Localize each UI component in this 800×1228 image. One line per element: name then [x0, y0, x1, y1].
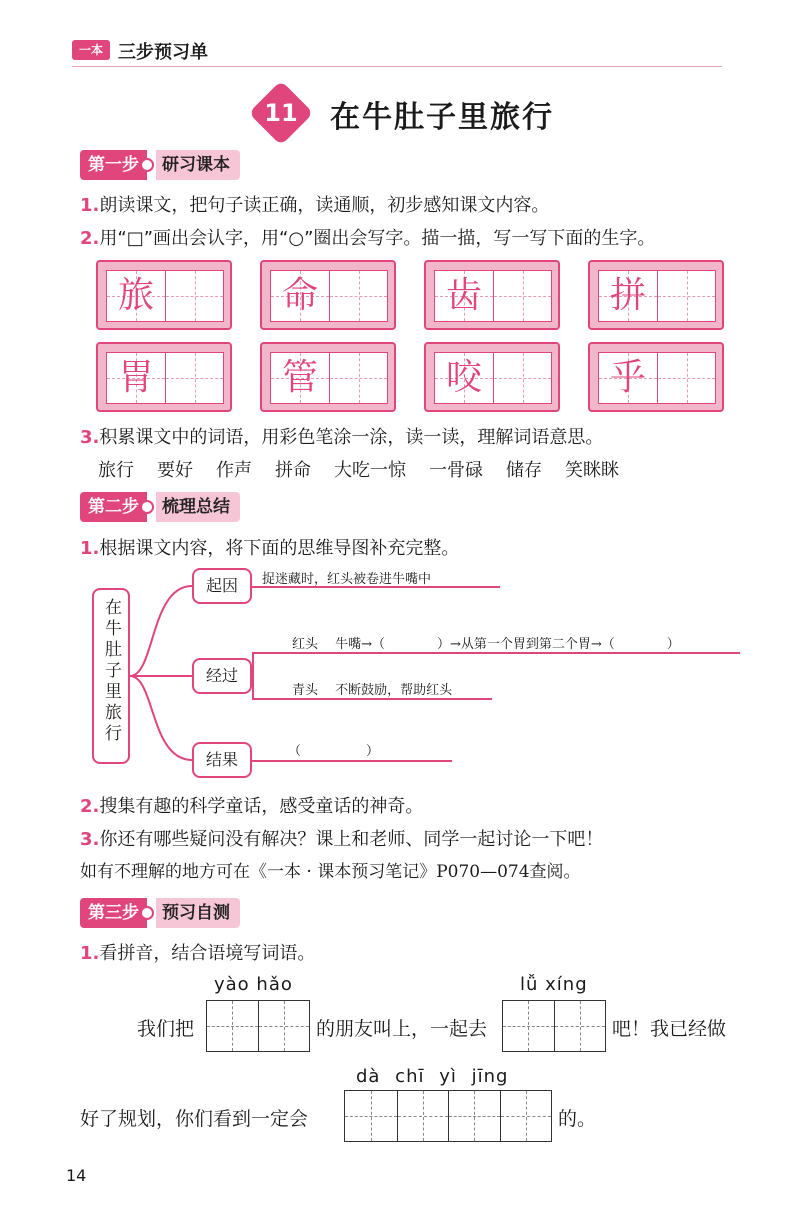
vocab-word[interactable]: 要好: [157, 460, 193, 481]
character-glyph: 咬: [445, 357, 482, 398]
question-text: 根据课文内容，将下面的思维导图补充完整。: [99, 538, 460, 559]
question-number: 2.: [80, 796, 100, 817]
question-number: 2.: [80, 228, 100, 249]
question-text: 你还有哪些疑问没有解决？课上和老师、同学一起讨论一下吧！: [99, 829, 604, 850]
lesson-number: 11: [264, 99, 298, 127]
mindmap-result-blank[interactable]: （ ）: [288, 744, 380, 759]
step-dot-icon: [140, 906, 154, 920]
vocab-word[interactable]: 旅行: [98, 460, 134, 481]
mindmap-process-line1[interactable]: 红头 牛嘴→（ ）→从第一个胃到第二个胃→（ ）: [292, 637, 680, 652]
step3-label: 第三步: [80, 898, 147, 928]
character-glyph: 乎: [609, 357, 646, 398]
step2-title: 梳理总结: [156, 492, 240, 522]
vocab-word[interactable]: 一骨碌: [429, 460, 483, 481]
character-glyph: 齿: [445, 275, 482, 316]
question-text: 搜集有趣的科学童话，感受童话的神奇。: [99, 796, 424, 817]
mindmap-process-line2: 青头 不断鼓励，帮助红头: [292, 683, 453, 698]
lesson-title: 在牛肚子里旅行: [330, 100, 554, 135]
question-text: 积累课文中的词语，用彩色笔涂一涂，读一读，理解词语意思。: [99, 427, 604, 448]
mindmap-branch-line: [252, 760, 452, 762]
sentence-fragment: 我们把: [137, 1018, 195, 1040]
step3-heading: [80, 898, 240, 928]
vocab-word[interactable]: 作声: [216, 460, 252, 481]
step2-label: 第二步: [80, 492, 147, 522]
step2-question-3: [80, 827, 603, 853]
question-number: 1.: [80, 943, 100, 964]
question-text: 朗读课文，把句子读正确，读通顺，初步感知课文内容。: [99, 195, 550, 216]
sentence-fragment: 吧！我已经做: [612, 1018, 727, 1040]
question-number: 1.: [80, 538, 100, 559]
vocab-word[interactable]: 储存: [506, 460, 542, 481]
character-glyph: 胃: [117, 357, 154, 398]
mindmap-branch-line: [252, 652, 254, 698]
step3-title: 预习自测: [156, 898, 240, 928]
vocab-word[interactable]: 拼命: [275, 460, 311, 481]
sentence-fragment: 的。: [558, 1108, 597, 1130]
mindmap-branch-line: [252, 652, 740, 654]
brand-logo: 一本: [72, 40, 110, 60]
mindmap-root: 在牛肚子里旅行: [92, 588, 130, 764]
character-glyph: 管: [281, 357, 318, 398]
step2-question-2: [80, 794, 423, 820]
sentence-fragment: 好了规划，你们看到一定会: [80, 1108, 309, 1130]
header-title: 三步预习单: [118, 42, 208, 63]
answer-box[interactable]: [206, 1000, 310, 1052]
question-text: 看拼音，结合语境写词语。: [99, 943, 316, 964]
pinyin-label: lǚ xíng: [520, 974, 588, 995]
character-glyph: 旅: [117, 275, 154, 316]
vocab-word[interactable]: 大吃一惊: [334, 460, 406, 481]
step3-question-1: [80, 941, 315, 967]
reference-note: 如有不理解的地方可在《一本 · 课本预习笔记》P070—074查阅。: [80, 862, 581, 882]
answer-box[interactable]: [502, 1000, 606, 1052]
question-number: 3.: [80, 427, 100, 448]
mindmap-node-cause: 起因: [192, 568, 252, 604]
character-glyph: 拼: [609, 275, 646, 316]
pinyin-label: dà chī yì jīng: [356, 1066, 509, 1087]
mindmap-node-process: 经过: [192, 658, 252, 694]
question-number: 3.: [80, 829, 100, 850]
mindmap-node-result: 结果: [192, 742, 252, 778]
step1-title: 研习课本: [156, 150, 240, 180]
pinyin-label: yào hǎo: [214, 974, 293, 995]
mindmap-branch-line: [252, 698, 492, 700]
vocab-word[interactable]: 笑眯眯: [565, 460, 619, 481]
question-text: 用“□”画出会认字，用“○”圈出会写字。描一描，写一写下面的生字。: [99, 228, 656, 249]
question-number: 1.: [80, 195, 100, 216]
character-glyph: 命: [281, 275, 318, 316]
sentence-fragment: 的朋友叫上，一起去: [316, 1018, 488, 1040]
step1-label: 第一步: [80, 150, 147, 180]
mindmap-cause-text: 捉迷藏时，红头被卷进牛嘴中: [262, 572, 432, 587]
page-number: 14: [66, 1166, 87, 1185]
answer-box[interactable]: [344, 1090, 552, 1142]
